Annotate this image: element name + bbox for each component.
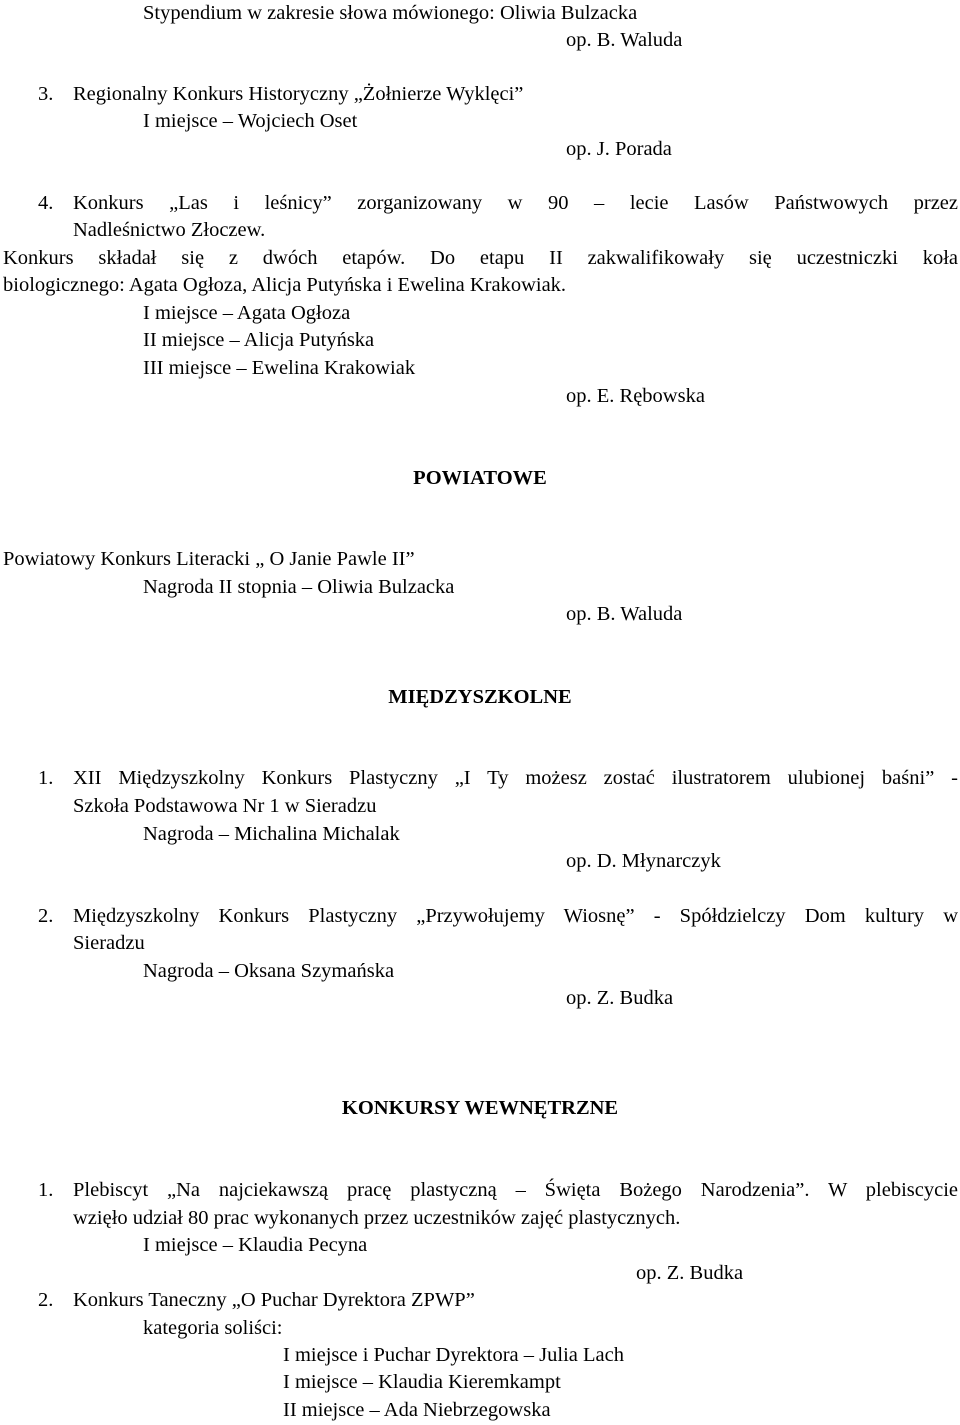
stipend-line: Stypendium w zakresie słowa mówionego: Oliwia Bulzacka <box>143 2 638 24</box>
powiatowe-supervisor: op. B. Waluda <box>566 603 683 625</box>
item4-place-1: I miejsce – Agata Ogłoza <box>143 302 351 324</box>
wewnetrzne-item2-place-2: I miejsce – Klaudia Kieremkampt <box>283 1371 561 1393</box>
miedzyszkolne-item1-number: 1. <box>38 767 54 789</box>
item3-number: 3. <box>38 83 54 105</box>
item4-supervisor: op. E. Rębowska <box>566 385 705 407</box>
wewnetrzne-item1-place: I miejsce – Klaudia Pecyna <box>143 1234 368 1256</box>
section-heading-wewnetrzne: KONKURSY WEWNĘTRZNE <box>341 1097 619 1119</box>
miedzyszkolne-item2-supervisor: op. Z. Budka <box>566 987 674 1009</box>
powiatowe-contest: Powiatowy Konkurs Literacki „ O Janie Pawle II” <box>3 548 415 570</box>
item4-title-cont: Nadleśnictwo Złoczew. <box>73 219 266 241</box>
stipend-supervisor: op. B. Waluda <box>566 29 683 51</box>
wewnetrzne-item2-category: kategoria soliści: <box>143 1317 283 1339</box>
miedzyszkolne-item2-number: 2. <box>38 905 54 927</box>
item4-place-3: III miejsce – Ewelina Krakowiak <box>143 357 416 379</box>
wewnetrzne-item1-number: 1. <box>38 1179 54 1201</box>
miedzyszkolne-item1-title-cont: Szkoła Podstawowa Nr 1 w Sieradzu <box>73 795 377 817</box>
miedzyszkolne-item1-title: XII Międzyszkolny Konkurs Plastyczny „I Ty możesz zostać ilustratorem ulubionej baśni” - <box>73 767 958 789</box>
item4-desc-line1: Konkurs składał się z dwóch etapów. Do etapu II zakwalifikowały się uczestniczki koła <box>3 247 958 269</box>
miedzyszkolne-item2-award: Nagroda – Oksana Szymańska <box>143 960 395 982</box>
item4-number: 4. <box>38 192 54 214</box>
section-heading-powiatowe: POWIATOWE <box>413 467 547 489</box>
powiatowe-award: Nagroda II stopnia – Oliwia Bulzacka <box>143 576 455 598</box>
wewnetrzne-item2-place-1: I miejsce i Puchar Dyrektora – Julia Lach <box>283 1344 624 1366</box>
item4-title: Konkurs „Las i leśnicy” zorganizowany w 90 – lecie Lasów Państwowych przez <box>73 192 958 214</box>
wewnetrzne-item2-title: Konkurs Taneczny „O Puchar Dyrektora ZPWP” <box>73 1289 475 1311</box>
miedzyszkolne-item2-title: Międzyszkolny Konkurs Plastyczny „Przywołujemy Wiosnę” - Spółdzielczy Dom kultury w <box>73 905 958 927</box>
item3-title: Regionalny Konkurs Historyczny „Żołnierze Wyklęci” <box>73 83 524 105</box>
item3-supervisor: op. J. Porada <box>566 138 672 160</box>
wewnetrzne-item1-title: Plebiscyt „Na najciekawszą pracę plastyczną – Święta Bożego Narodzenia”. W plebiscycie <box>73 1179 958 1201</box>
item4-place-2: II miejsce – Alicja Putyńska <box>143 329 375 351</box>
item4-desc-line2: biologicznego: Agata Ogłoza, Alicja Putyńska i Ewelina Krakowiak. <box>3 274 567 296</box>
miedzyszkolne-item2-title-cont: Sieradzu <box>73 932 145 954</box>
miedzyszkolne-item1-award: Nagroda – Michalina Michalak <box>143 823 400 845</box>
section-heading-miedzyszkolne: MIĘDZYSZKOLNE <box>388 686 572 708</box>
wewnetrzne-item1-supervisor: op. Z. Budka <box>636 1262 744 1284</box>
wewnetrzne-item2-number: 2. <box>38 1289 54 1311</box>
wewnetrzne-item1-title-cont: wzięło udział 80 prac wykonanych przez uczestników zajęć plastycznych. <box>73 1207 681 1229</box>
miedzyszkolne-item1-supervisor: op. D. Młynarczyk <box>566 850 721 872</box>
item3-place: I miejsce – Wojciech Oset <box>143 110 358 132</box>
wewnetrzne-item2-place-3: II miejsce – Ada Niebrzegowska <box>283 1399 551 1421</box>
